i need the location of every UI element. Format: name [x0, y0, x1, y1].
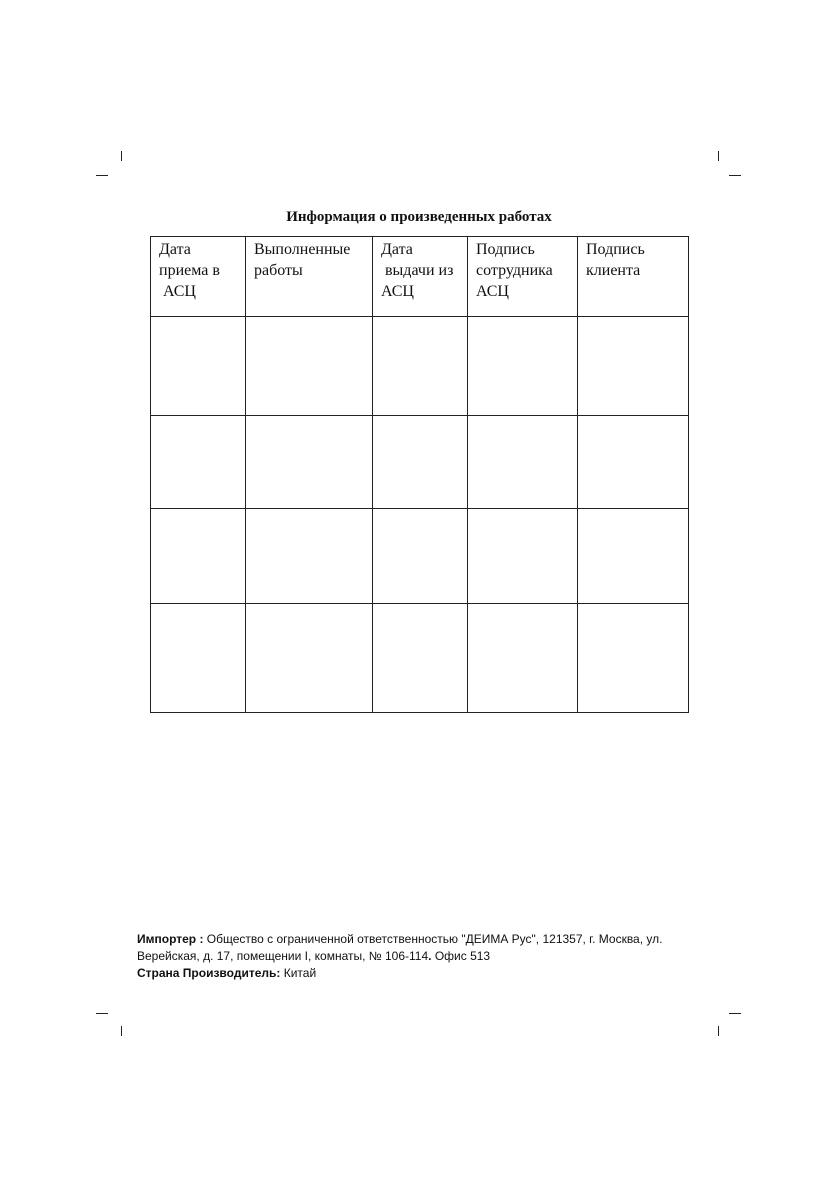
importer-info: [137, 931, 697, 982]
header-employee-signature: [468, 237, 578, 317]
crop-mark-top-left-horizontal: [96, 175, 108, 176]
crop-mark-top-right-horizontal: [729, 175, 741, 176]
table-cell: [578, 317, 689, 416]
importer-office: Офис 513: [431, 949, 491, 963]
header-line: АСЦ: [159, 283, 196, 300]
table-cell: [151, 317, 246, 416]
table-cell: [246, 509, 373, 604]
table-row: [151, 416, 689, 509]
works-table: [150, 236, 689, 713]
page-title: Информация о произведенных работах: [286, 209, 552, 225]
country-value: Китай: [280, 966, 317, 980]
table-cell: [246, 317, 373, 416]
crop-mark-bottom-left-vertical: [121, 1026, 122, 1036]
header-date-issued: [373, 237, 468, 317]
header-line: Дата: [381, 241, 413, 258]
importer-text: Общество с ограниченной ответственностью "ДЕИМА Рус", 121357, г. Москва, ул.: [203, 932, 663, 946]
header-line: выдачи из: [381, 262, 454, 279]
header-date-received: [151, 237, 246, 317]
importer-line-2: [137, 948, 697, 965]
header-line: работы: [254, 262, 303, 279]
table-cell: [578, 604, 689, 713]
header-line: Подпись: [476, 241, 535, 258]
importer-address-dot: .: [428, 949, 432, 963]
header-line: Дата: [159, 241, 191, 258]
header-line: АСЦ: [476, 283, 509, 300]
table-row: [151, 604, 689, 713]
country-line: [137, 965, 697, 982]
country-label: Страна Производитель:: [137, 966, 281, 980]
table-cell: [373, 604, 468, 713]
table-cell: [373, 509, 468, 604]
table-header-row: [151, 237, 689, 317]
crop-mark-bottom-right-horizontal: [729, 1013, 741, 1014]
table-cell: [151, 416, 246, 509]
table-cell: [578, 416, 689, 509]
table-cell: [151, 509, 246, 604]
table-cell: [468, 604, 578, 713]
header-line: Выполненные: [254, 241, 351, 258]
table-cell: [246, 416, 373, 509]
table-cell: [468, 317, 578, 416]
table-cell: [246, 604, 373, 713]
table-row: [151, 509, 689, 604]
header-line: АСЦ: [381, 283, 414, 300]
header-line: Подпись: [586, 241, 645, 258]
crop-mark-top-right-vertical: [718, 151, 719, 161]
importer-label: Импортер :: [137, 932, 204, 946]
table-cell: [468, 509, 578, 604]
header-line: приема в: [159, 262, 220, 279]
crop-mark-top-left-vertical: [121, 151, 122, 161]
header-line: клиента: [586, 262, 641, 279]
header-client-signature: [578, 237, 689, 317]
table-cell: [468, 416, 578, 509]
table-row: [151, 317, 689, 416]
crop-mark-bottom-right-vertical: [718, 1026, 719, 1036]
importer-address: Верейская, д. 17, помещении I, комнаты, № 106-114: [137, 949, 429, 963]
table-cell: [151, 604, 246, 713]
table-cell: [373, 416, 468, 509]
crop-mark-bottom-left-horizontal: [96, 1013, 108, 1014]
header-work-performed: [246, 237, 373, 317]
table-cell: [578, 509, 689, 604]
table-cell: [373, 317, 468, 416]
importer-line-1: [137, 931, 697, 948]
header-line: сотрудника: [476, 262, 553, 279]
